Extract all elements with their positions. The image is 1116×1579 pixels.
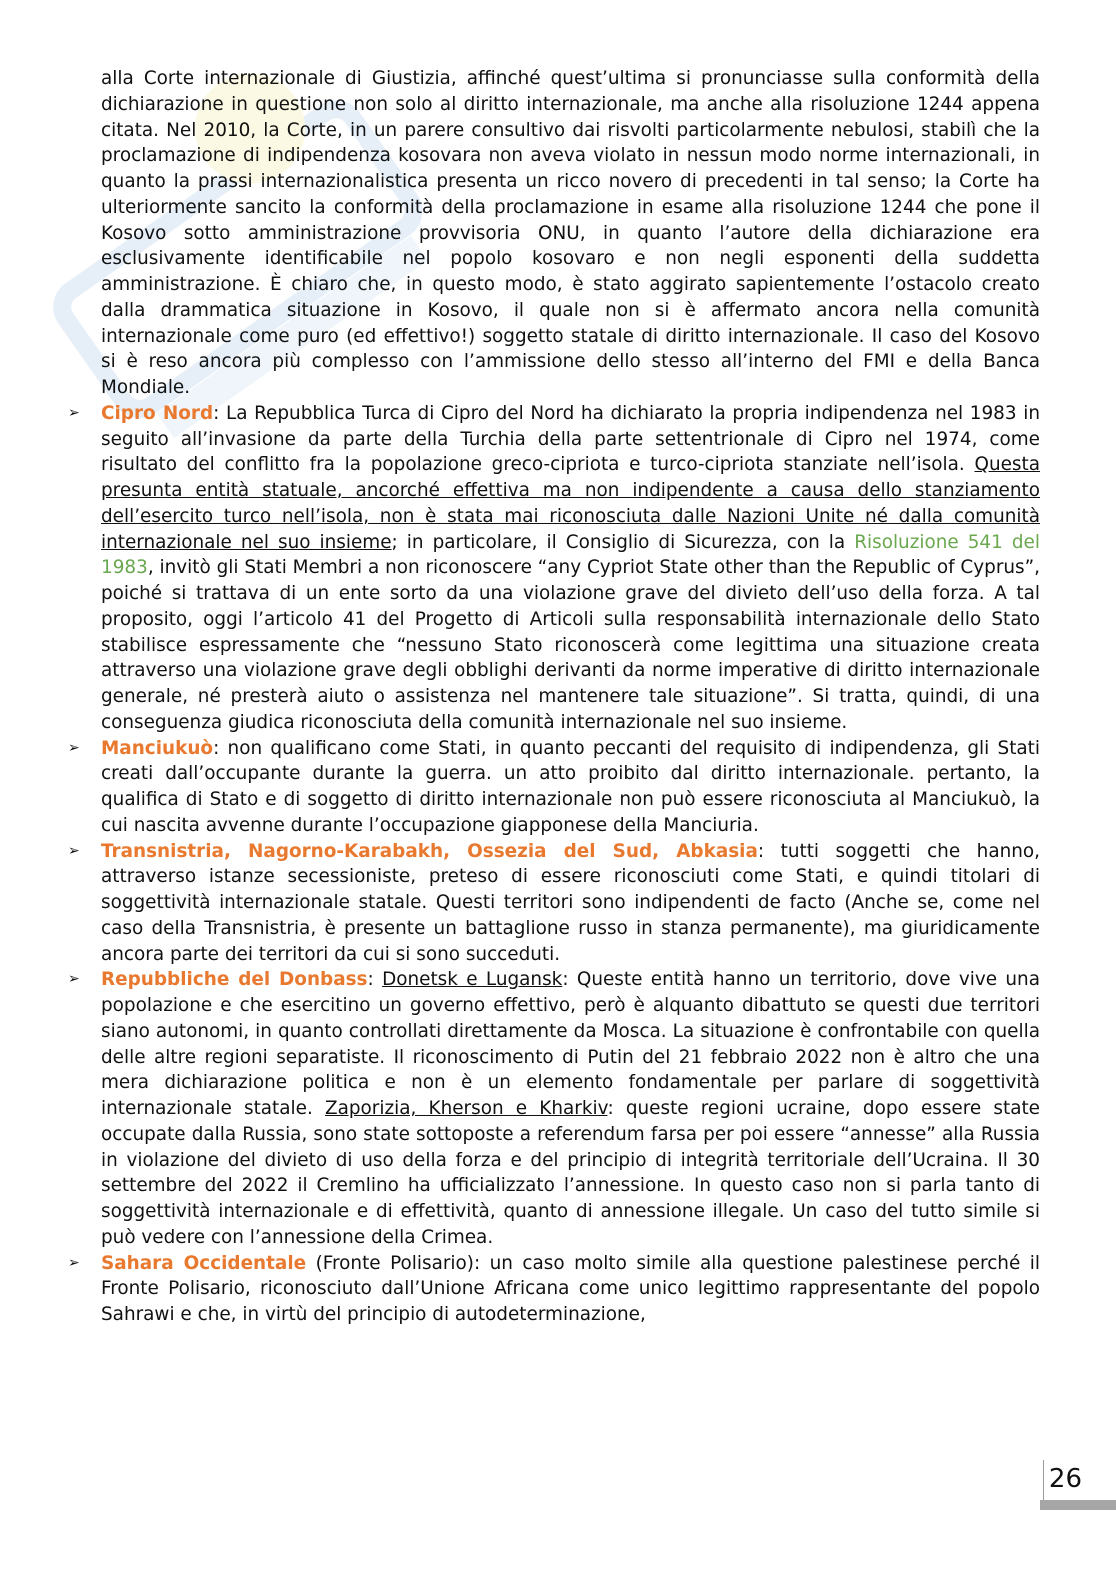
page-number-divider — [1043, 1460, 1044, 1500]
term-sahara-occidentale: Sahara Occidentale — [101, 1252, 307, 1274]
bullet-arrow-icon: ➢ — [68, 404, 80, 421]
resolution-541-link[interactable]: Risoluzione 541 del 1983 — [101, 531, 1040, 579]
bullet-arrow-icon: ➢ — [68, 842, 80, 859]
underlined-donetsk-lugansk: Donetsk e Lugansk — [382, 969, 563, 991]
bullet-arrow-icon: ➢ — [68, 739, 80, 756]
bullet-arrow-icon: ➢ — [68, 1254, 80, 1271]
underlined-zaporizia-kherson-kharkiv: Zaporizia, Kherson e Kharkiv — [325, 1098, 608, 1119]
list-item-sahara: ➢ Sahara Occidentale (Fronte Polisario): un caso molto simile alla questione palestinese perché il Fronte Polisario, riconosciuto dall’Unione Africana come unico legittimo rappresentante del popolo Sahrawi e che, in virtù del principio di autodeterminazione, — [68, 1252, 1040, 1325]
list-item-manciukuo: ➢ Manciukuò: non qualificano come Stati, in quanto peccanti del requisito di indipendenza, gli Stati creati dall’occupante durante la guerra. un atto proibito dal diritto internazionale. pertanto, la qualifica di Stato e di soggetto di diritto internazionale non può essere riconosciuta al Manciukuò, la cui nascita avvenne durante l’occupazione giapponese della Manciuria. — [68, 737, 1040, 836]
intro-paragraph: alla Corte internazionale di Giustizia, affinché quest’ultima si pronunciasse sulla conformità della dichiarazione in questione non solo al diritto internazionale, ma anche alla risoluzione 1244 appena citata. Nel 2010, la Corte, in un parere consultivo dai risvolti particolarmente nebulosi, stabilì che la proclamazione di indipendenza kosovara non aveva violato in nessun modo norme internazionali, in quanto la prassi internazionalistica presenta un ricco novero di precedenti in tal senso; la Corte ha ulteriormente sancito la conformità della proclamazione in esame alla risoluzione 1244 che pone il Kosovo sotto amministrazione provvisoria ONU, in quanto l’autore della dichiarazione era esclusivamente identificabile nel popolo kosovaro e non negli esponenti della suddetta amministrazione. È chiaro che, in questo modo, è stato aggirato sapientemente l’ostacolo creato dalla drammatica situazione in Kosovo, il quale non si è affermato ancora nella comunità internazionale come puro (ed effettivo!) soggetto statale di diritto internazionale. Il caso del Kosovo si è reso ancora più complesso con l’ammissione dello stesso all’interno del FMI e della Banca Mondiale. — [101, 68, 1040, 398]
term-donbass: Repubbliche del Donbass — [101, 969, 368, 991]
list-item-transnistria: ➢ Transnistria, Nagorno-Karabakh, Ossezia del Sud, Abkasia: tutti soggetti che hanno, attraverso istanze secessioniste, preteso di essere riconosciuti come Stati, e quindi titolari di soggettività internazionale statale. Questi territori sono indipendenti de facto (Anche se, come nel caso della Transnistria, è presente un battaglione russo in stanza permanente), ma giuridicamente ancora parte dei territori da cui si sono succeduti. — [68, 840, 1040, 965]
page-content — [68, 66, 1040, 1328]
page-number-bar — [1040, 1500, 1116, 1510]
bullet-arrow-icon: ➢ — [68, 971, 80, 988]
term-transnistria: Transnistria, Nagorno-Karabakh, Ossezia del Sud, Abkasia — [101, 840, 758, 862]
page-number: 26 — [1048, 1464, 1082, 1494]
list-item-cipro-nord: ➢ Cipro Nord: La Repubblica Turca di Cipro del Nord ha dichiarato la propria indipendenza nel 1983 in seguito all’invasione da parte della Turchia della parte settentrionale di Cipro nel 1974, come risultato del conflitto fra la popolazione greco-cipriota e turco-cipriota stanziate nell’isola. Questa presunta entità statuale, ancorché effettiva ma non indipendente a causa dello stanziamento dell’esercito turco nell’isola, non è stata mai riconosciuta dalle Nazioni Unite né dalla comunità internazionale nel suo insieme; in particolare, il Consiglio di Sicurezza, con la Risoluzione 541 del 1983, invitò gli Stati Membri a non riconoscere “any Cypriot State other than the Republic of Cyprus”, poiché si trattava di un ente sorto da una violazione grave del divieto dell’uso della forza. A tal proposito, oggi l’articolo 41 del Progetto di Articoli sulla responsabilità internazionale dello Stato stabilisce espressamente che “nessuno Stato riconoscerà come legittima una situazione creata attraverso una violazione grave degli obblighi derivanti da norme imperative di diritto internazionale generale, né presterà aiuto o assistenza nel mantenere tale situazione”. Si tratta, quindi, di una conseguenza giudica riconosciuta della comunità internazionale nel suo insieme. — [68, 402, 1040, 733]
term-cipro-nord: Cipro Nord — [101, 402, 214, 424]
underlined-passage: Questa presunta entità statuale, ancorché effettiva ma non indipendente a causa dello stanziamento dell’esercito turco nell’isola, non è stata mai riconosciuta dalle Nazioni Unite né dalla comunità internazionale nel suo insieme — [101, 454, 1040, 553]
term-manciukuo: Manciukuò — [101, 737, 214, 759]
list-item-donbass: ➢ Repubbliche del Donbass: Donetsk e Lugansk: Queste entità hanno un territorio, dove vive una popolazione e che esercitino un governo effettivo, però è alquanto dibattuto se questi due territori siano autonomi, in quanto controllati direttamente da Mosca. La situazione è confrontabile con quella delle altre regioni separatiste. Il riconoscimento di Putin del 21 febbraio 2022 non è altro che una mera dichiarazione politica e non è un elemento fondamentale per parlare di soggettività internazionale statale. Zaporizia, Kherson e Kharkiv: queste regioni ucraine, dopo essere state occupate dalla Russia, sono state sottoposte a referendum farsa per poi essere “annesse” alla Russia in violazione del divieto di uso della forza e del principio di integrità territoriale dell’Ucraina. Il 30 settembre del 2022 il Cremlino ha ufficializzato l’annessione. In questo caso non si parla tanto di soggettività internazionale e di effettività, quanto di annessione illegale. Un caso del tutto simile si può vedere con l’annessione della Crimea. — [68, 969, 1040, 1248]
